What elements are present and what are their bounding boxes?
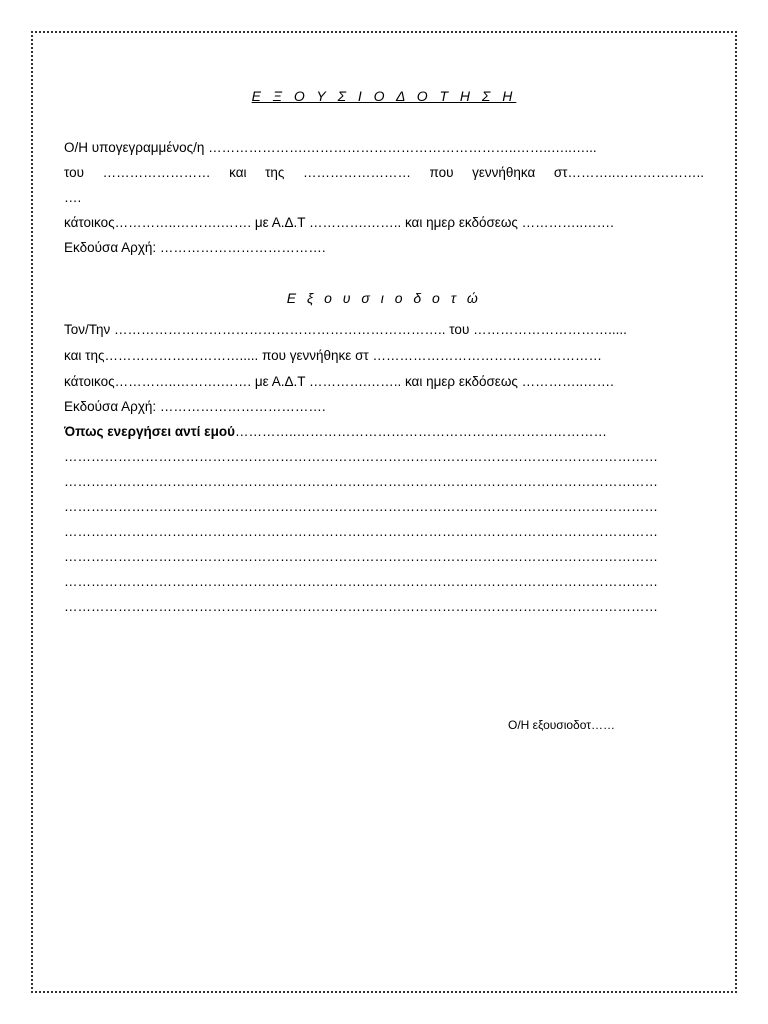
text-fragment: γεννήθηκα	[472, 165, 536, 180]
text-fragment: του	[64, 165, 85, 180]
grantee-residence-line: κάτοικος…………..……….……. με Α.Δ.Τ ………….…….. και ημερ εκδόσεως …………..…….	[64, 374, 614, 389]
grantor-residence-line: κάτοικος…………..……….……. με Α.Δ.Τ ………….…….. και ημερ εκδόσεως …………..…….	[64, 215, 614, 230]
text-fragment: ……………………	[102, 165, 211, 180]
purpose-line	[64, 424, 704, 440]
signature-label: Ο/Η εξουσιοδοτ……	[508, 718, 615, 732]
section-subtitle: Ε ξ ο υ σ ι ο δ ο τ ώ	[286, 290, 482, 306]
grantee-authority-line: Εκδούσα Αρχή: ……………………………….	[64, 399, 326, 414]
blank-line: ……………………………………………………………………………………………………………………	[64, 474, 658, 489]
grantor-name-line: Ο/Η υπογεγραμμένος/η ………………….………………………………………..……..…..…...	[64, 140, 597, 155]
blank-line: ……………………………………………………………………………………………………………………	[64, 524, 658, 539]
document-title: Ε Ξ Ο Υ Σ Ι Ο Δ Ο Τ Η Σ Η	[251, 88, 517, 104]
purpose-label: Όπως ενεργήσει αντί εμού	[64, 424, 235, 439]
text-fragment: και	[229, 165, 247, 180]
text-fragment: ……………………	[302, 165, 411, 180]
text-fragment: που	[429, 165, 454, 180]
blank-line: ……………………………………………………………………………………………………………………	[64, 574, 658, 589]
text-fragment: στ………..………………..	[553, 165, 704, 180]
blank-line: ……………………………………………………………………………………………………………………	[64, 499, 658, 514]
blank-line: ……………………………………………………………………………………………………………………	[64, 549, 658, 564]
grantor-parents-line	[64, 165, 704, 181]
grantee-name-line: Τον/Την ……………………………………………………………….. του ………………………….....	[64, 322, 627, 337]
grantee-parents-line: και της…………………………..... που γεννήθηκε στ ……………………………………………	[64, 348, 602, 363]
grantor-authority-line: Εκδούσα Αρχή: ……………………………….	[64, 240, 326, 255]
purpose-dots: …………..……………………………………………………………	[234, 424, 607, 439]
text-fragment: της	[265, 165, 285, 180]
blank-line: ……………………………………………………………………………………………………………………	[64, 449, 658, 464]
grantor-continuation-line: ….	[64, 190, 82, 205]
blank-line: ……………………………………………………………………………………………………………………	[64, 599, 658, 614]
